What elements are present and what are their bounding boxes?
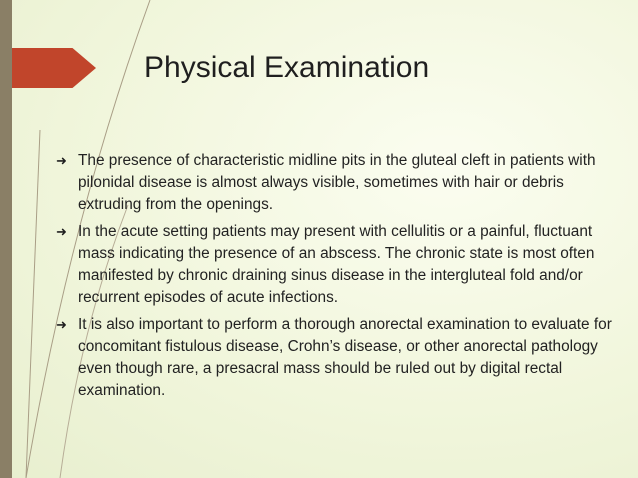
right-arrow-icon: ➜ (56, 317, 67, 332)
title-arrow-accent (12, 48, 96, 88)
sidebar-stripe (0, 0, 12, 478)
bullet-text: The presence of characteristic midline pits in the gluteal cleft in patients with pilonidal disease is almost always visible, sometimes with hair or debris extruding from the openings. (78, 152, 596, 213)
list-item (56, 150, 616, 216)
bullet-text: It is also important to perform a thorough anorectal examination to evaluate for concomitant fistulous disease, Crohn’s disease, or other anorectal pathology even though rare, a presacral mass should be ruled out by digital rectal examination. (78, 316, 612, 399)
bullet-text: In the acute setting patients may present with cellulitis or a painful, fluctuant mass indicating the presence of an abscess. The chronic state is most often manifested by chronic draining sinus disease in the intergluteal fold and/or recurrent episodes of acute infections. (78, 223, 595, 306)
list-item (56, 221, 616, 309)
right-arrow-icon: ➜ (56, 153, 67, 168)
slide-title: Physical Examination (144, 51, 430, 84)
bullet-list (56, 150, 616, 407)
right-arrow-icon: ➜ (56, 224, 67, 239)
list-item (56, 314, 616, 402)
